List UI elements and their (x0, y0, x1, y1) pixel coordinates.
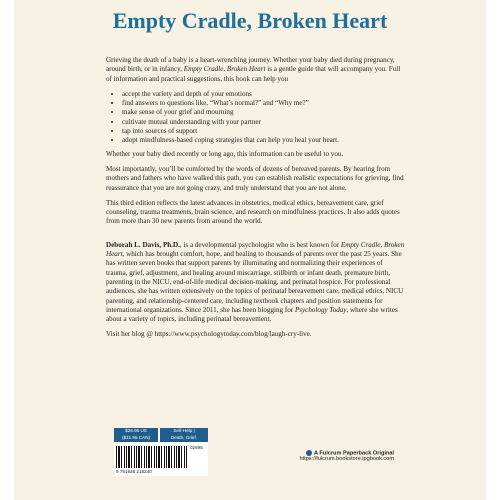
category-box (160, 428, 208, 446)
publisher-url: https://fulcrum.bookstore.ipgbook.com (299, 456, 394, 463)
price-box (114, 428, 158, 442)
isbn-digits: 9 781936 218240 (116, 469, 152, 474)
blog-line: Visit her blog @ https://www.psychologytoday.com/blog/laugh-cry-live. (106, 330, 312, 339)
category-line-1: Self-Help | (173, 428, 195, 433)
book-title: Empty Cradle, Broken Heart (112, 8, 388, 33)
intro-text-end: is a gentle guide that will accompany you. Full of information and practical suggestions, this book can help you (106, 65, 401, 83)
bio-text: , is a developmental psychologist who is best known for (179, 240, 341, 249)
bio-book-title: Empty Cradle, Broken Heart (106, 240, 405, 259)
benefit-item: • accept the variety and depth of your emotions (122, 90, 406, 99)
author-bio (106, 241, 406, 325)
paragraph-comfort: Most importantly, you’ll be comforted by the words of dozens of bereaved parents. By hearing from mothers and fathers who have walked this path, you can establish realistic expectations for grieving, find reassurance that you are not going crazy, and truly understand that you are not alone. (106, 164, 404, 192)
benefit-item: • make sense of your grief and mourning (122, 108, 406, 117)
publisher-logo-icon (306, 450, 312, 456)
bio-text: , which has brought comfort, hope, and healing to thousands of parents over the past 25 years. She has written seven books that support parents by illuminating and normalizing their experiences of trauma, grief, adjustment, and healing around miscarriage, stillbirth or infant death, premature birth, parenting in the NICU, end-of-life medical decision-making, and perinatal hospice. For professional audiences, she has written extensively on the topics of perinatal bereavement care, medical ethics, NICU parenting, and relationship-centered care, including textbook chapters and position statements for international organizations. Since 2011, she has been blogging for (106, 250, 404, 314)
isbn-barcode (116, 446, 188, 468)
intro-paragraph (106, 56, 406, 84)
book-back-cover (14, 0, 486, 500)
benefit-item: • cultivate mutual understanding with your partner (122, 118, 406, 127)
intro-text-start: Grieving the death of a baby is a heart-wrenching journey. Whether your baby died during pregnancy, around birth, or in infancy, (106, 56, 395, 74)
paragraph-timing: Whether your baby died recently or long ago, this information can be useful to you. (106, 149, 344, 158)
benefit-list (106, 90, 406, 146)
benefit-item: • find answers to questions like, “What’s normal?” and “Why me?” (122, 99, 406, 108)
benefit-item: • adopt mindfulness-based coping strategies that can help you heal your heart. (122, 136, 406, 145)
bio-magazine: Psychology Today (294, 305, 347, 314)
benefit-item: • tap into sources of support (122, 127, 406, 136)
publisher-info (299, 450, 394, 462)
cover-description (106, 56, 406, 346)
barcode-code: 02695 (190, 445, 203, 450)
category-line-2: Death, Grief, Bereavement (170, 434, 198, 446)
price-barcode-block (114, 428, 208, 476)
author-name: Deborah L. Davis, Ph.D. (106, 240, 180, 249)
price-can: ($31.95 CAN) (121, 434, 151, 440)
price-us: $26.95 US (125, 428, 147, 433)
bio-text: , where she writes about a variety of topics, including perinatal bereavement. (106, 305, 398, 324)
publisher-name: A Fulcrum Paperback Original (314, 450, 394, 457)
intro-book-title: Empty Cradle, Broken Heart (183, 65, 266, 74)
paragraph-edition: This third edition reflects the latest advances in obstetrics, medical ethics, bereavement care, grief counseling, trauma treatments, brain science, and research on mindfulness practices. It also adds quotes from more than 30 new parents from around the world. (106, 198, 400, 226)
